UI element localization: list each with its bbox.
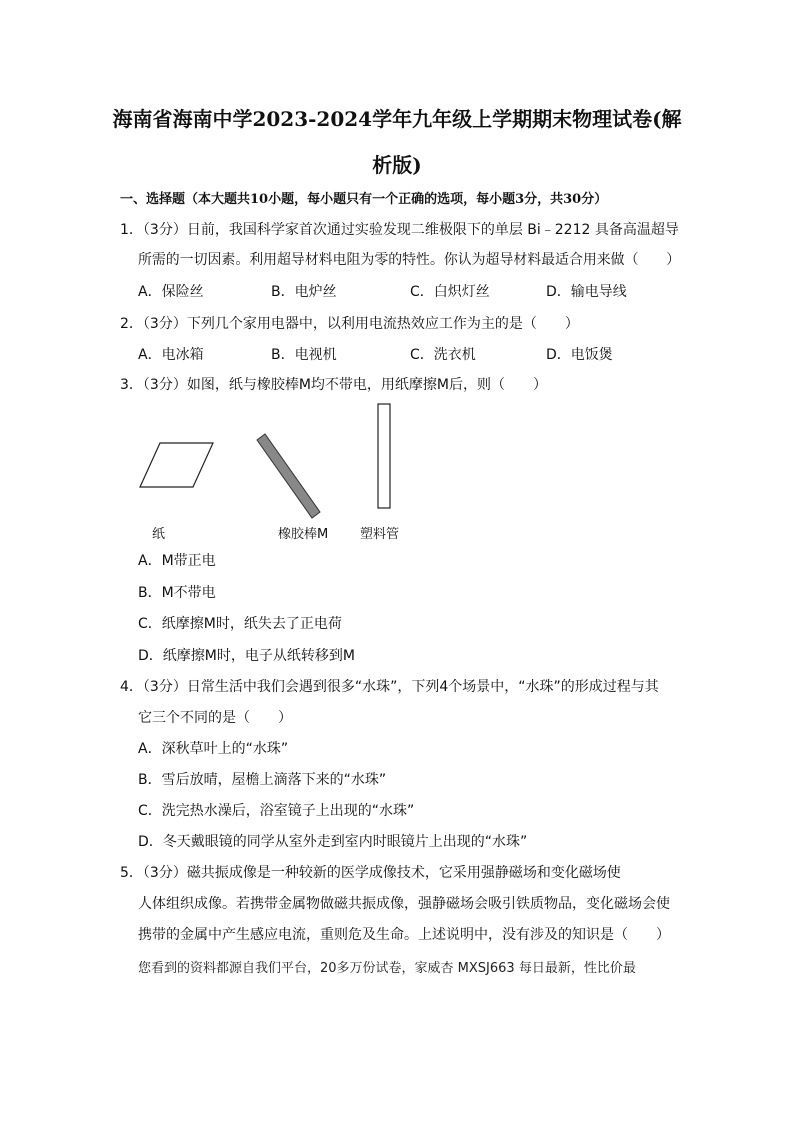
- q1-line-2: 所需的一切因素。利用超导材料电阻为零的特性。你认为超导材料最适合用来做（ ）: [138, 252, 681, 268]
- q3-option-d: D．纸摩擦M时，电子从纸转移到M: [138, 648, 355, 664]
- q4-line-1: 4．（3分）日常生活中我们会遇到很多“水珠”，下列4个场景中，“水珠”的形成过程与其: [120, 679, 659, 695]
- label-paper: 纸: [152, 527, 166, 542]
- section-heading: 一、选择题（本大题共10小题，每小题只有一个正确的选项，每小题3分，共30分）: [120, 192, 608, 207]
- paper-shape: [140, 443, 213, 487]
- q2-option-a: A．电冰箱: [138, 347, 204, 363]
- q5-line-3: 携带的金属中产生感应电流，重则危及生命。上述说明中，没有涉及的知识是（ ）: [138, 927, 670, 943]
- rubber-rod-shape: [257, 434, 320, 518]
- label-rubber-rod: 橡胶棒M: [278, 527, 329, 542]
- q4-option-c: C．洗完热水澡后，浴室镜子上出现的“水珠”: [138, 803, 415, 819]
- q3-option-c: C．纸摩擦M时，纸失去了正电荷: [138, 616, 342, 632]
- q4-line-2: 它三个不同的是（ ）: [138, 710, 292, 726]
- title-line-2: 析版): [372, 153, 422, 177]
- q3-option-b: B．M不带电: [138, 585, 216, 601]
- footer-watermark-text: 您看到的资料都源自我们平台，20多万份试卷，家威杏 MXSJ663 每日最新，性比价最: [138, 961, 636, 976]
- plastic-tube-shape: [378, 404, 390, 508]
- q5-line-1: 5．（3分）磁共振成像是一种较新的医学成像技术，它采用强静磁场和变化磁场使: [120, 865, 621, 881]
- q1-line-1: 1．（3分）日前，我国科学家首次通过实验发现二维极限下的单层 Bi﹣2212 具备高温超导: [120, 222, 679, 238]
- q1-option-c: C．白炽灯丝: [410, 284, 490, 300]
- q2-option-d: D．电饭煲: [546, 347, 613, 363]
- q1-option-d: D．输电导线: [546, 284, 627, 300]
- q2-option-c: C．洗衣机: [410, 347, 476, 363]
- q2-line-1: 2．（3分）下列几个家用电器中，以利用电流热效应工作为主的是（ ）: [120, 316, 579, 332]
- q4-option-d: D．冬天戴眼镜的同学从室外走到室内时眼镜片上出现的“水珠”: [138, 834, 528, 850]
- q3-option-a: A．M带正电: [138, 553, 216, 569]
- q5-line-2: 人体组织成像。若携带金属物做磁共振成像，强静磁场会吸引铁质物品，变化磁场会使: [138, 896, 670, 912]
- q3-line-1: 3．（3分）如图，纸与橡胶棒M均不带电，用纸摩擦M后，则（ ）: [120, 377, 547, 393]
- q4-option-a: A．深秋草叶上的“水珠”: [138, 741, 289, 757]
- label-plastic-tube: 塑料管: [360, 527, 400, 542]
- title-line-1: 海南省海南中学2023-2024学年九年级上学期期末物理试卷(解: [112, 107, 682, 131]
- q4-option-b: B．雪后放晴，屋檐上滴落下来的“水珠”: [138, 772, 387, 788]
- q2-option-b: B．电视机: [271, 347, 337, 363]
- q1-option-b: B．电炉丝: [271, 284, 337, 300]
- q1-option-a: A．保险丝: [138, 284, 204, 300]
